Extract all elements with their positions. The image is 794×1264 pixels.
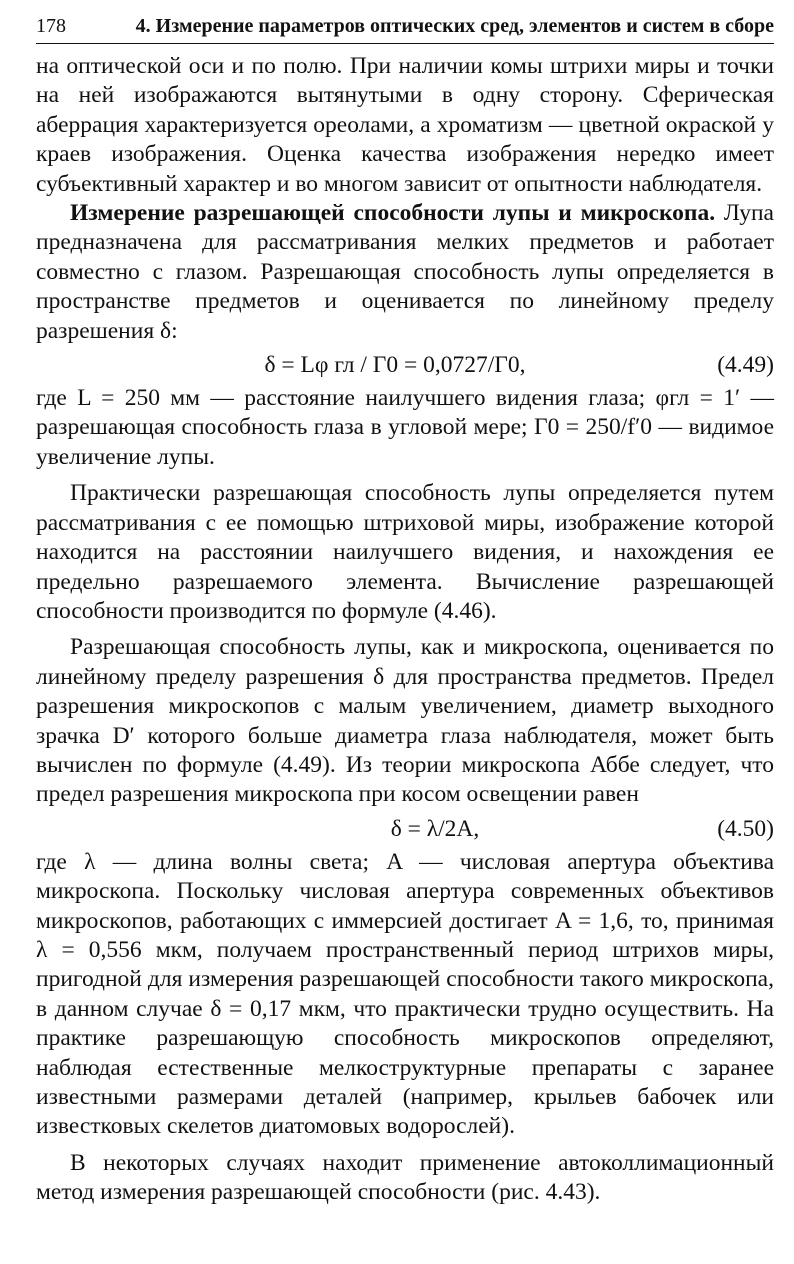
running-title: 4. Измерение параметров оптических сред, элементов и систем в сборе xyxy=(135,15,774,37)
section-text: Лупа предназначена для рассматривания мелких предметов и работает совместно с глазом. Разрешающая способность лупы определяется в пространстве предметов и оценивается по линейному пределу разрешения δ: xyxy=(36,200,774,344)
paragraph-resolution: Разрешающая способность лупы, как и микроскопа, оценивается по линейному пределу разрешения δ для пространства предметов. Предел разрешения микроскопов с малым увеличением, диаметр выходного зрачка D′ которого больше диаметра глаза наблюдателя, может быть вычислен по формуле (4.49). Из теории микроскопа Аббе следует, что предел разрешения микроскопа при косом освещении равен xyxy=(36,634,774,808)
formula-4-50-explanation: где λ — длина волны света; A — числовая апертура объектива микроскопа. Поскольку числовая апертура современных объективов микроскопов, работающих с иммерсией достигает A = 1,6, то, принимая λ = 0,556 мкм, получаем пространственный период штрихов миры, пригодной для измерения разрешающей способности такого микроскопа, в данном случае δ = 0,17 мкм, что практически трудно осуществить. На практике разрешающую способность микроскопов определяют, наблюдая естественные мелкоструктурные препараты с заранее известными размерами деталей (например, крыльев бабочек или известковых скелетов диатомовых водорослей). xyxy=(36,848,774,1140)
formula-4-49 xyxy=(36,346,774,384)
section-heading: Измерение разрешающей способности лупы и микроскопа. xyxy=(70,200,716,227)
formula-4-50-number: (4.50) xyxy=(717,815,774,842)
formula-4-49-explanation: где L = 250 мм — расстояние наилучшего видения глаза; φгл = 1′ — разрешающая способность глаза в угловой мере; Γ0 = 250/f′0 — видимое увеличение лупы. xyxy=(36,385,774,470)
formula-4-50-expression: δ = λ/2A, xyxy=(390,815,480,842)
formula-4-50 xyxy=(36,810,774,848)
paragraph-continuation: на оптической оси и по полю. При наличии комы штрихи миры и точки на ней изображаются вытянутыми в одну сторону. Сферическая аберрация характеризуется ореолами, а хроматизм — цветной окраской у краев изображения. Оценка качества изображения нередко имеет субъективный характер и во многом зависит от опытности наблюдателя. xyxy=(36,53,774,197)
paragraph-autocollimation: В некоторых случаях находит применение автоколлимационный метод измерения разрешающей способности (рис. 4.43). xyxy=(36,1149,774,1206)
section-paragraph xyxy=(36,199,774,346)
formula-4-49-number: (4.49) xyxy=(717,352,774,379)
paragraph-practical: Практически разрешающая способность лупы определяется путем рассматривания с ее помощью штриховой миры, изображение которой находится на расстоянии наилучшего видения, и нахождения ее предельно разрешаемого элемента. Вычисление разрешающей способности производится по формуле (4.46). xyxy=(36,480,774,624)
formula-4-49-expression: δ = Lφ гл / Γ0 = 0,0727/Γ0, xyxy=(264,352,526,379)
page-number: 178 xyxy=(36,15,66,37)
running-header xyxy=(36,14,774,44)
